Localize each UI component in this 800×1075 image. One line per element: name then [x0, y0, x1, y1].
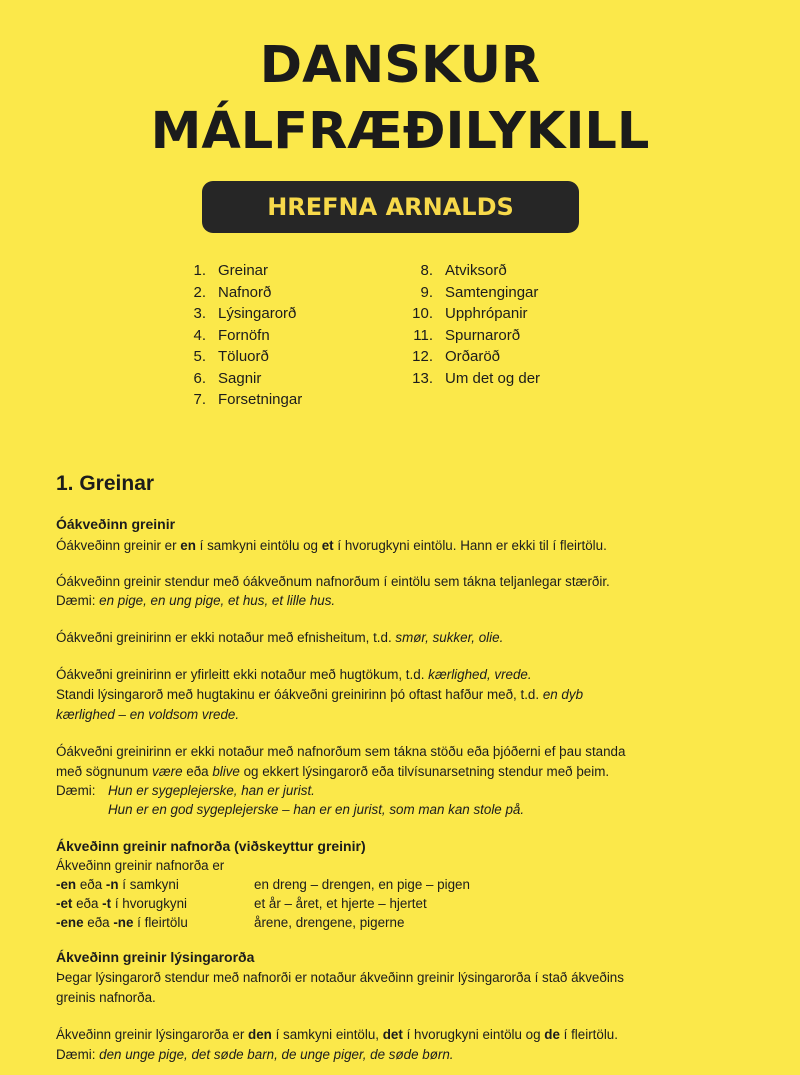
- suffix-example: et år – året, et hjerte – hjertet: [254, 896, 427, 911]
- toc-item-label: Um det og der: [445, 369, 541, 387]
- toc-right-column: [407, 260, 540, 389]
- toc-item-number: 1.: [193, 262, 206, 279]
- toc-item: [407, 368, 540, 390]
- toc-item-number: 12.: [412, 348, 433, 365]
- suffix-row: -en eða -n í samkyni en dreng – drengen, en pige – pigen: [56, 874, 179, 895]
- toc-item-number: 7.: [193, 391, 206, 408]
- toc-item-number: 3.: [193, 305, 206, 322]
- paragraph: Ákveðinn greinir nafnorða er: [56, 858, 225, 873]
- toc-item-label: Upphrópanir: [445, 305, 528, 322]
- toc-item-label: Orðaröð: [445, 348, 501, 365]
- toc-item: [180, 368, 302, 390]
- subheading-indefinite: Óákveðinn greinir: [56, 516, 176, 532]
- toc-item: [180, 325, 302, 347]
- paragraph: greinis nafnorða.: [56, 990, 156, 1005]
- example-line: Dæmi: den unge pige, det søde barn, de unge piger, de søde børn.: [56, 1047, 454, 1062]
- example-line: Dæmi: en pige, en ung pige, et hus, et lille hus.: [56, 593, 336, 608]
- paragraph: Ákveðinn greinir lýsingarorða er den í samkyni eintölu, det í hvorugkyni eintölu og de í fleirtölu.: [56, 1027, 618, 1042]
- suffix-row: -ene eða -ne í fleirtölu årene, drengene, pigerne: [56, 912, 188, 933]
- toc-item-label: Töluorð: [218, 348, 269, 365]
- toc-item-label: Nafnorð: [218, 283, 272, 301]
- subheading-definite-adjective: Ákveðinn greinir lýsingarorða: [56, 949, 255, 965]
- toc-item: [407, 346, 540, 368]
- toc-item-number: 6.: [193, 369, 206, 387]
- toc-item: [407, 260, 540, 282]
- suffix-example: en dreng – drengen, en pige – pigen: [254, 877, 470, 892]
- paragraph: kærlighed – en voldsom vrede.: [56, 707, 240, 722]
- title-line-1: DANSKUR: [259, 36, 541, 95]
- toc-left-column: [180, 260, 302, 411]
- example-line: Dæmi: Hun er sygeplejerske, han er jurist.: [56, 783, 315, 798]
- toc-item-label: Sagnir: [218, 369, 262, 387]
- suffix-example: årene, drengene, pigerne: [254, 915, 405, 930]
- author-name: HREFNA ARNALDS: [267, 193, 514, 221]
- toc-item: [180, 303, 302, 325]
- toc-item-number: 10.: [412, 305, 433, 322]
- toc-item-number: 2.: [193, 283, 206, 301]
- subheading-definite-noun: Ákveðinn greinir nafnorða (viðskeyttur greinir): [56, 838, 366, 854]
- toc-item-label: Lýsingarorð: [218, 305, 297, 322]
- paragraph: Óákveðni greinirinn er ekki notaður með nafnorðum sem tákna stöðu eða þjóðerni ef þau standa: [56, 744, 626, 759]
- section-heading: 1. Greinar: [56, 472, 155, 495]
- toc-item-label: Fornöfn: [218, 326, 270, 344]
- toc-item: [407, 303, 540, 325]
- example-line: Hun er en god sygeplejerske – han er en jurist, som man kan stole på.: [108, 802, 525, 817]
- toc-item: [407, 325, 540, 347]
- toc-item-number: 4.: [193, 326, 206, 344]
- toc-item-label: Spurnarorð: [445, 326, 521, 344]
- paragraph: með sögnunum være eða blive og ekkert lýsingarorð eða tilvísunarsetning stendur með þeim.: [56, 764, 610, 779]
- toc-item-label: Greinar: [218, 262, 269, 279]
- toc-item-label: Atviksorð: [445, 262, 507, 279]
- toc-item: [407, 282, 540, 304]
- paragraph: Óákveðinn greinir er en í samkyni eintölu og et í hvorugkyni eintölu. Hann er ekki til í fleirtölu.: [56, 538, 607, 553]
- toc-item: [180, 346, 302, 368]
- paragraph: Þegar lýsingarorð stendur með nafnorði er notaður ákveðinn greinir lýsingarorða í stað ákveðins: [56, 970, 624, 985]
- toc-item: [180, 260, 302, 282]
- suffix-row: -et eða -t í hvorugkyni et år – året, et hjerte – hjertet: [56, 893, 187, 914]
- toc-item-number: 5.: [193, 348, 206, 365]
- paragraph: Óákveðni greinirinn er ekki notaður með efnisheitum, t.d. smør, sukker, olie.: [56, 630, 504, 645]
- paragraph: Óákveðinn greinir stendur með óákveðnum nafnorðum í eintölu sem tákna teljanlegar stærðir.: [56, 574, 610, 589]
- paragraph: Standi lýsingarorð með hugtakinu er óákveðni greinirinn þó oftast hafður með, t.d. en dyb: [56, 687, 584, 702]
- toc-item: [180, 282, 302, 304]
- toc-item-number: 11.: [413, 326, 433, 344]
- toc-item-number: 8.: [420, 262, 433, 279]
- title-line-2: MÁLFRÆÐILYKILL: [150, 102, 650, 161]
- paragraph: Óákveðni greinirinn er yfirleitt ekki notaður með hugtökum, t.d. kærlighed, vrede.: [56, 667, 532, 682]
- toc-item: [180, 389, 302, 411]
- author-badge: [202, 181, 579, 233]
- toc-item-number: 13.: [412, 369, 433, 387]
- toc-item-number: 9.: [420, 283, 433, 301]
- toc-item-label: Samtengingar: [445, 283, 539, 301]
- toc-item-label: Forsetningar: [218, 391, 303, 408]
